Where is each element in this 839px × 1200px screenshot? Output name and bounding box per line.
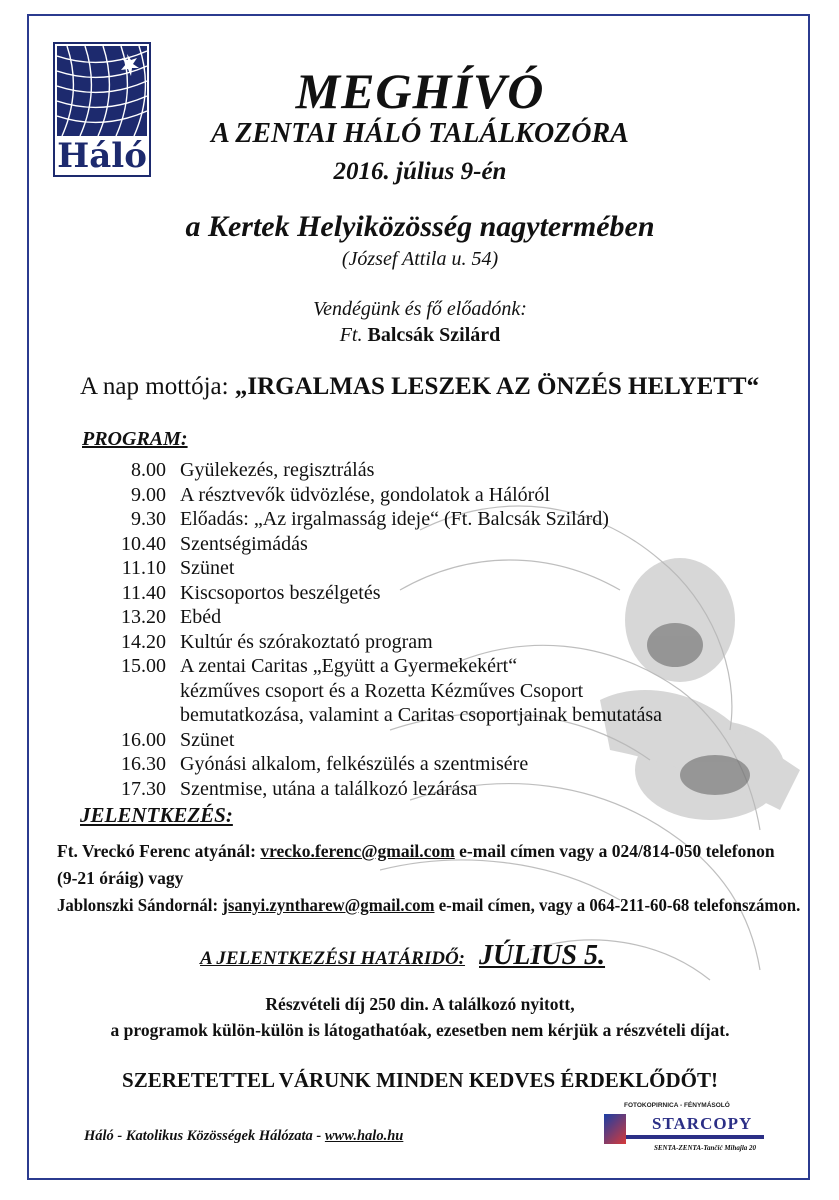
contact-1-email[interactable]: vrecko.ferenc@gmail.com <box>260 841 455 861</box>
venue-name: a Kertek Helyiközösség nagytermében <box>185 210 655 243</box>
program-desc: A zentai Caritas „Együtt a Gyermekekért“ <box>180 655 518 677</box>
deadline-value: JÚLIUS 5. <box>479 940 606 971</box>
contact-1-text: e-mail címen vagy a 024/814-050 telefonon <box>459 841 775 861</box>
program-time: 15.00 <box>121 655 166 677</box>
guest-fullname: Balcsák Szilárd <box>367 324 501 346</box>
program-time: 16.00 <box>121 728 166 751</box>
program-row <box>98 581 778 606</box>
program-row <box>98 777 778 802</box>
program-row <box>98 605 778 630</box>
program-time: 16.30 <box>121 753 166 775</box>
contact-1-text2: (9-21 óráig) vagy <box>57 868 184 888</box>
contact-2 <box>57 895 800 916</box>
program-time: 14.20 <box>121 630 166 653</box>
program-row <box>98 752 778 777</box>
program-row <box>98 728 778 753</box>
program-desc: Szentmise, utána a találkozó lezárása <box>180 777 478 800</box>
program-row <box>98 556 778 581</box>
program-desc: bemutatkozása, valamint a Caritas csoportjainak bemutatása <box>180 704 663 726</box>
program-time: 8.00 <box>131 459 166 481</box>
page-subtitle: A ZENTAI HÁLÓ TALÁLKOZÓRA <box>211 118 629 149</box>
program-desc: Kultúr és szórakoztató program <box>180 630 433 653</box>
program-desc: Szentségimádás <box>180 532 308 555</box>
program-row <box>98 630 778 655</box>
fee-line-1: Részvételi díj 250 din. A találkozó nyitott, <box>265 994 575 1014</box>
motto-label: A nap mottója: <box>80 373 229 400</box>
logo-name: Háló <box>57 136 147 176</box>
program-time: 10.40 <box>121 532 166 555</box>
program-row <box>98 507 778 532</box>
sponsor-bar <box>626 1135 764 1139</box>
deadline <box>200 940 605 972</box>
program-row-continued <box>98 703 778 728</box>
program-row <box>98 532 778 557</box>
program-time: 13.20 <box>121 606 166 628</box>
motto <box>80 373 759 401</box>
guest-prefix: Ft. <box>339 324 363 346</box>
program-desc: Kiscsoportos beszélgetés <box>180 581 381 604</box>
sponsor-address: SENTA-ZENTA-Tančić Mihajla 20 <box>654 1144 757 1152</box>
program-desc: Szünet <box>180 557 235 579</box>
sponsor-tagline: FOTOKOPIRNICA - FÉNYMÁSOLÓ <box>624 1102 730 1109</box>
event-date: 2016. július 9-én <box>333 158 507 185</box>
contact-2-label: Jablonszki Sándornál: <box>57 895 219 915</box>
contact-1-hours <box>57 868 183 889</box>
program-row <box>98 654 778 679</box>
program-list <box>98 458 778 801</box>
sponsor-logo <box>596 1102 796 1162</box>
program-desc: Szünet <box>180 728 235 751</box>
program-desc: Előadás: „Az irgalmasság ideje“ (Ft. Balcsák Szilárd) <box>180 508 609 530</box>
program-row-continued <box>98 679 778 704</box>
contact-1-label: Ft. Vreckó Ferenc atyánál: <box>57 841 256 861</box>
program-time: 11.40 <box>121 581 166 604</box>
program-time: 9.00 <box>131 483 166 506</box>
guest-name <box>60 324 780 347</box>
program-desc: A résztvevők üdvözlése, gondolatok a Hálóról <box>180 483 550 506</box>
program-desc: Ebéd <box>180 606 222 628</box>
program-row <box>98 458 778 483</box>
halo-logo <box>53 42 151 177</box>
contact-1 <box>57 841 775 862</box>
net-icon <box>57 46 147 136</box>
venue-address: (József Attila u. 54) <box>341 248 499 270</box>
program-time: 9.30 <box>131 508 166 530</box>
sponsor-brand: STARCOPY <box>652 1114 753 1133</box>
footer-url[interactable]: www.halo.hu <box>324 1128 404 1144</box>
registration-heading: JELENTKEZÉS: <box>80 803 233 827</box>
footer <box>84 1128 403 1145</box>
welcome-message: SZERETETTEL VÁRUNK MINDEN KEDVES ÉRDEKLŐDŐT! <box>122 1068 718 1092</box>
program-desc: Gyónási alkalom, felkészülés a szentmisére <box>180 753 529 775</box>
fee-line-2: a programok külön-külön is látogathatóak, ezesetben nem kérjük a részvételi díjat. <box>110 1020 730 1040</box>
program-heading: PROGRAM: <box>82 428 188 450</box>
footer-org: Háló - Katolikus Közösségek Hálózata - <box>84 1128 322 1144</box>
motto-text: „IRGALMAS LESZEK AZ ÖNZÉS HELYETT“ <box>234 373 760 400</box>
program-desc: Gyülekezés, regisztrálás <box>180 459 375 481</box>
program-desc: kézműves csoport és a Rozetta Kézműves Csoport <box>180 679 584 702</box>
program-time: 17.30 <box>121 777 166 800</box>
page-title: MEGHÍVÓ <box>295 63 545 119</box>
deadline-label: A JELENTKEZÉSI HATÁRIDŐ: <box>200 948 466 969</box>
program-time: 11.10 <box>121 557 166 579</box>
sponsor-mark-icon <box>604 1114 626 1144</box>
guest-label: Vendégünk és fő előadónk: <box>313 298 527 320</box>
contact-2-email[interactable]: jsanyi.zyntharew@gmail.com <box>222 895 435 915</box>
program-row <box>98 483 778 508</box>
contact-2-text: e-mail címen, vagy a 064-211-60-68 telefonszámon. <box>438 895 801 915</box>
